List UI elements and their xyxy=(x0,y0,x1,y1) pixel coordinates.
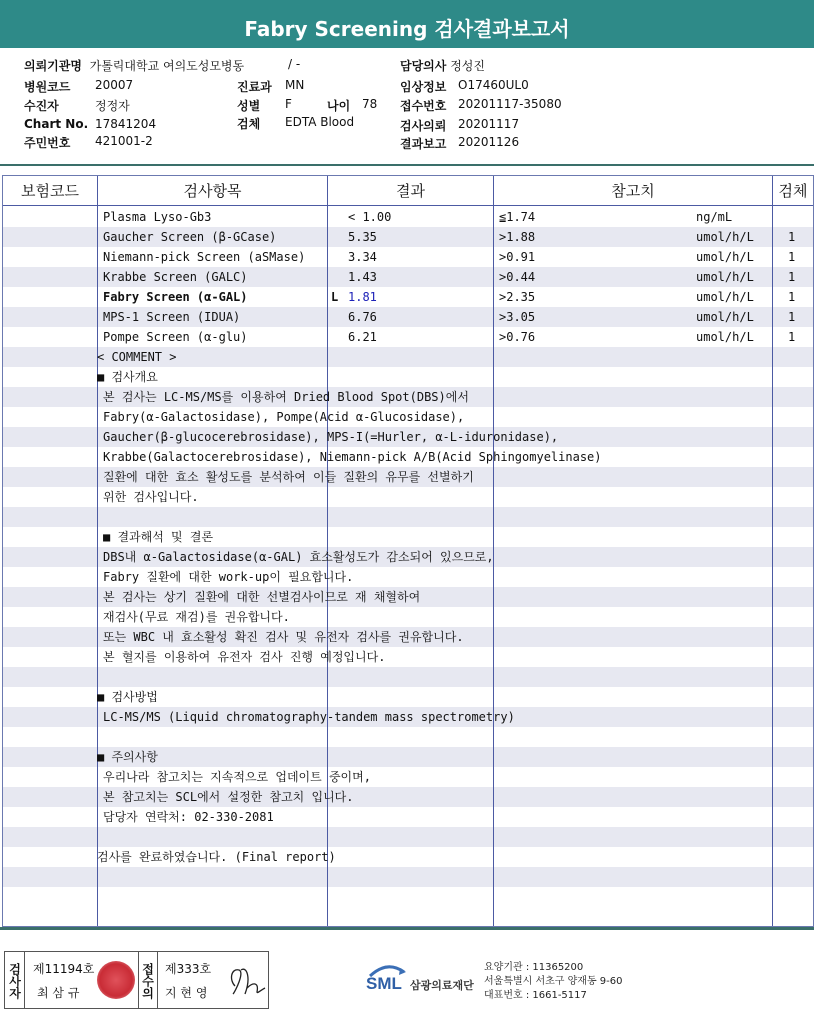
reference-range: ≦1.74 xyxy=(499,210,536,224)
comment-line: 질환에 대한 효소 활성도를 분석하여 이들 질환의 유무를 선별하기 xyxy=(103,470,474,484)
col-header-test-item: 검사항목 xyxy=(183,182,242,200)
comment-line: Gaucher(β-glucocerebrosidase), MPS-I(=Hurler, α-L-iduronidase), xyxy=(103,430,559,444)
col-header-reference: 참고치 xyxy=(611,182,655,200)
comment-heading: ■ 결과해석 및 결론 xyxy=(103,530,214,544)
test-item: MPS-1 Screen (IDUA) xyxy=(103,310,241,324)
row-stripe xyxy=(3,667,813,687)
comment-line: 본 참고치는 SCL에서 설정한 참고치 입니다. xyxy=(103,790,354,804)
comment-line: DBS내 α-Galactosidase(α-GAL) 효소활성도가 감소되어 있으므로, xyxy=(103,550,494,564)
comment-line: LC-MS/MS (Liquid chromatography-tandem mass spectrometry) xyxy=(103,710,515,724)
examiner-label: 검사자 xyxy=(5,952,25,1008)
institution-row: 의뢰기관명 가톨릭대학교 여의도성모병동 xyxy=(24,59,245,73)
comment-line: 본 혈지를 이용하여 유전자 검사 진행 예정입니다. xyxy=(103,650,386,664)
request-label: 검사의뢰 xyxy=(400,119,447,133)
test-item: Krabbe Screen (GALC) xyxy=(103,270,248,284)
result-value: 1.43 xyxy=(348,270,377,284)
org-code: 요양기관 : 11365200 xyxy=(484,962,584,973)
comment-line: 담당자 연락처: 02-330-2081 xyxy=(103,810,274,824)
seal-stamp xyxy=(97,961,135,999)
specimen-count: 1 xyxy=(788,330,796,344)
org-phone: 대표번호 : 1661-5117 xyxy=(484,990,587,1001)
comment-heading: ■ 검사방법 xyxy=(97,690,158,704)
org-info xyxy=(484,961,623,1003)
result-value: 1.81 xyxy=(348,290,377,304)
row-stripe xyxy=(3,827,813,847)
chart-number: 17841204 xyxy=(95,117,157,131)
confirmer-license: 제333호 xyxy=(165,962,212,976)
comment-line: 재검사(무료 재검)를 권유합니다. xyxy=(103,610,290,624)
ward-dash: / - xyxy=(288,57,301,71)
receipt-label: 접수번호 xyxy=(400,99,447,113)
result-value: < 1.00 xyxy=(348,210,392,224)
comment-line: 본 검사는 LC-MS/MS를 이용하여 Dried Blood Spot(DBS)에서 xyxy=(103,390,469,404)
reference-unit: umol/h/L xyxy=(696,230,754,244)
specimen-count: 1 xyxy=(788,230,796,244)
comment-line: 우리나라 참고치는 지속적으로 업데이트 중이며, xyxy=(103,770,371,784)
col-header-insurance-code: 보험코드 xyxy=(21,182,79,200)
table-bottom-rule xyxy=(0,927,814,930)
chart-label: Chart No. xyxy=(24,117,89,131)
comment-heading: ■ 주의사항 xyxy=(97,750,158,764)
confirmer-name: 지 현 영 xyxy=(165,986,208,1000)
col-divider xyxy=(772,176,773,926)
comment-line: Fabry(α-Galactosidase), Pompe(Acid α-Glucosidase), xyxy=(103,410,465,424)
dept-label: 진료과 xyxy=(237,80,272,94)
row-stripe xyxy=(3,507,813,527)
header-divider xyxy=(0,164,814,166)
result-value: 6.21 xyxy=(348,330,377,344)
rrn: 421001-2 xyxy=(95,134,153,148)
patient-label: 수진자 xyxy=(24,99,59,113)
hospital-code-label: 병원코드 xyxy=(24,80,71,94)
test-item: Fabry Screen (α-GAL) xyxy=(103,290,248,304)
org-address: 서울특별시 서초구 양재동 9-60 xyxy=(484,976,623,987)
row-stripe xyxy=(3,867,813,887)
comment-line: 또는 WBC 내 효소활성 확진 검사 및 유전자 검사를 권유합니다. xyxy=(103,630,464,644)
col-divider xyxy=(97,176,98,926)
reference-unit: umol/h/L xyxy=(696,310,754,324)
reference-range: >3.05 xyxy=(499,310,536,324)
comment-line: 검사를 완료하였습니다. (Final report) xyxy=(97,850,336,864)
reference-range: >0.76 xyxy=(499,330,536,344)
sex: F xyxy=(285,97,292,111)
reference-unit: umol/h/L xyxy=(696,270,754,284)
dept: MN xyxy=(285,78,305,92)
specimen-count: 1 xyxy=(788,310,796,324)
report-date: 20201126 xyxy=(458,135,520,149)
request-date: 20201117 xyxy=(458,117,520,131)
reference-unit: ng/mL xyxy=(696,210,733,224)
reference-range: >1.88 xyxy=(499,230,536,244)
reference-range: >0.91 xyxy=(499,250,536,264)
reference-unit: umol/h/L xyxy=(696,250,754,264)
confirmer-label: 접수의 xyxy=(138,952,158,1008)
clinical-label: 임상정보 xyxy=(400,80,447,94)
comment-line: < COMMENT > xyxy=(97,350,177,364)
signature-box xyxy=(4,951,269,1009)
age-label: 나이 xyxy=(327,99,351,113)
sml-logo-icon: SML xyxy=(366,962,408,998)
sex-label: 성별 xyxy=(237,99,261,113)
receipt-number: 20201117-35080 xyxy=(458,97,562,111)
comment-heading: ■ 검사개요 xyxy=(97,370,158,384)
test-item: Plasma Lyso-Gb3 xyxy=(103,210,212,224)
comment-line: Krabbe(Galactocerebrosidase), Niemann-pick A/B(Acid Sphingomyelinase) xyxy=(103,450,602,464)
report-title: Fabry Screening 검사결과보고서 xyxy=(0,0,814,48)
result-flag: L xyxy=(331,290,339,304)
doctor-row: 담당의사 정성진 xyxy=(400,59,485,73)
specimen-count: 1 xyxy=(788,250,796,264)
examiner-license: 제11194호 xyxy=(33,962,95,976)
specimen-count: 1 xyxy=(788,270,796,284)
test-item: Niemann-pick Screen (aSMase) xyxy=(103,250,306,264)
clinical-info: O17460UL0 xyxy=(458,78,529,92)
reference-unit: umol/h/L xyxy=(696,290,754,304)
comment-line: 위한 검사입니다. xyxy=(103,490,199,504)
patient-name: 정정자 xyxy=(95,99,130,113)
test-item: Pompe Screen (α-glu) xyxy=(103,330,248,344)
specimen-type: EDTA Blood xyxy=(285,115,355,129)
signature-image xyxy=(225,958,267,1002)
examiner-name: 최 삼 규 xyxy=(37,986,80,1000)
result-value: 6.76 xyxy=(348,310,377,324)
comment-line: Fabry 질환에 대한 work-up이 필요합니다. xyxy=(103,570,354,584)
reference-range: >0.44 xyxy=(499,270,536,284)
reference-unit: umol/h/L xyxy=(696,330,754,344)
test-item: Gaucher Screen (β-GCase) xyxy=(103,230,277,244)
age: 78 xyxy=(362,97,378,111)
col-header-specimen: 검체 xyxy=(778,182,808,200)
result-value: 3.34 xyxy=(348,250,377,264)
comment-line: 본 검사는 상기 질환에 대한 선별검사이므로 재 채혈하여 xyxy=(103,590,421,604)
org-name: 삼광의료재단 xyxy=(410,979,474,992)
reference-range: >2.35 xyxy=(499,290,536,304)
specimen-label: 검체 xyxy=(237,117,261,131)
col-header-result: 결과 xyxy=(396,182,425,200)
hospital-code: 20007 xyxy=(95,78,134,92)
specimen-count: 1 xyxy=(788,290,796,304)
rrn-label: 주민번호 xyxy=(24,136,71,150)
report-label: 결과보고 xyxy=(400,137,447,151)
result-value: 5.35 xyxy=(348,230,377,244)
